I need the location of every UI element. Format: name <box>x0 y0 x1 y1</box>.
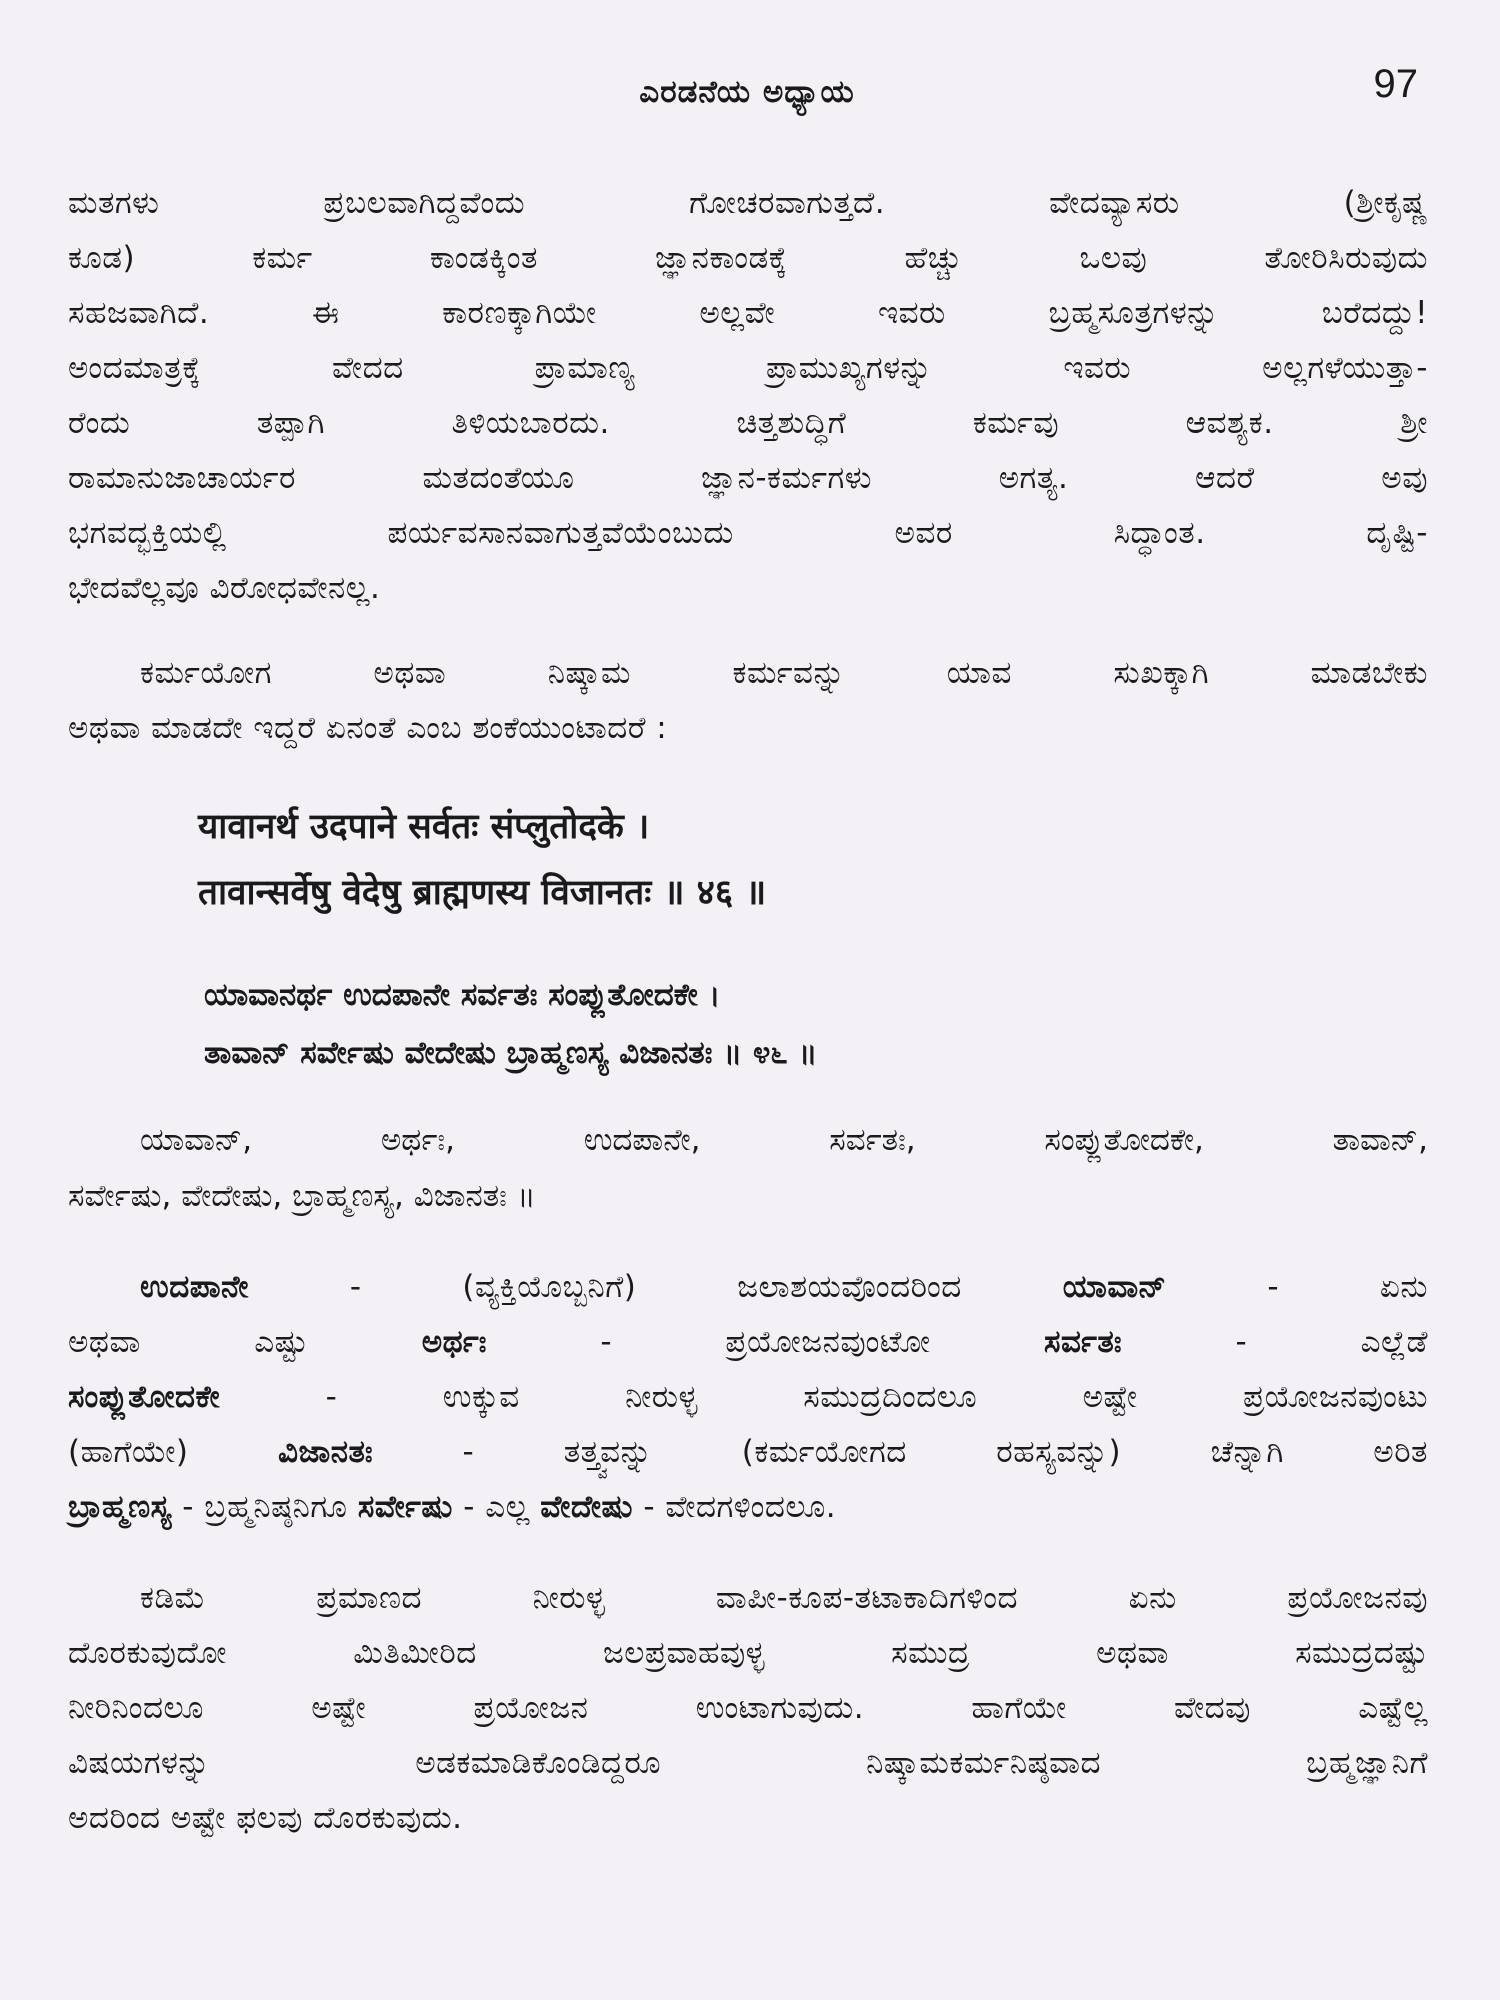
text-line: ಅಥವಾ ಮಾಡದೇ ಇದ್ದರೆ ಏನಂತೆ ಎಂಬ ಶಂಕೆಯುಂಟಾದರೆ : <box>68 710 668 746</box>
text-line: ರೆಂದು ತಪ್ಪಾಗಿ ತಿಳಿಯಬಾರದು. ಚಿತ್ತಶುದ್ಧಿಗೆ ಕರ್ಮವು ಆವಶ್ಯಕ. ಶ್ರೀ <box>68 405 1428 441</box>
meaning-term: ವೇದೇಷು <box>540 1489 633 1525</box>
text-line <box>68 1260 1428 1315</box>
text-line <box>68 1315 1428 1370</box>
text-line <box>68 1480 1428 1535</box>
meaning-text: - ಉಕ್ಕುವ ನೀರುಳ್ಳ ಸಮುದ್ರದಿಂದಲೂ ಅಷ್ಟೇ ಪ್ರಯೋಜನವುಂಟು <box>220 1379 1428 1415</box>
meaning-text: - ವೇದಗಳಿಂದಲೂ. <box>632 1489 837 1525</box>
text-line: ಅಂದಮಾತ್ರಕ್ಕೆ ವೇದದ ಪ್ರಾಮಾಣ್ಯ ಪ್ರಾಮುಖ್ಯಗಳನ್ನು ಇವರು ಅಲ್ಲಗಳೆಯುತ್ತಾ- <box>68 350 1428 386</box>
meaning-term: ಸಂಪ್ಲುತೋದಕೇ <box>68 1379 221 1415</box>
text-line: ಅದರಿಂದ ಅಷ್ಟೇ ಫಲವು ದೊರಕುವುದು. <box>68 1800 463 1836</box>
meaning-text: - ಎಲ್ಲೆಡೆ <box>1122 1324 1428 1360</box>
meaning-term: ಅರ್ಥಃ <box>421 1324 487 1360</box>
text-line: ಭೇದವೆಲ್ಲವೂ ವಿರೋಧವೇನಲ್ಲ. <box>68 570 381 606</box>
text-line: ಸರ್ವೇಷು, ವೇದೇಷು, ಬ್ರಾಹ್ಮಣಸ್ಯ, ವಿಜಾನತಃ ॥ <box>68 1178 536 1214</box>
text-line: ದೊರಕುವುದೋ ಮಿತಿಮೀರಿದ ಜಲಪ್ರವಾಹವುಳ್ಳ ಸಮುದ್ರ ಅಥವಾ ಸಮುದ್ರದಷ್ಟು <box>68 1635 1428 1671</box>
meaning-term: ಯಾವಾನ್ <box>1062 1269 1167 1305</box>
text-line: ರಾಮಾನುಜಾಚಾರ್ಯರ ಮತದಂತೆಯೂ ಜ್ಞಾನ-ಕರ್ಮಗಳು ಅಗತ್ಯ. ಆದರೆ ಅವು <box>68 460 1428 496</box>
text-line: ಕೂಡ) ಕರ್ಮ ಕಾಂಡಕ್ಕಿಂತ ಜ್ಞಾನಕಾಂಡಕ್ಕೆ ಹೆಚ್ಚು ಒಲವು ತೋರಿಸಿರುವುದು <box>68 240 1428 276</box>
text-line: ಮತಗಳು ಪ್ರಬಲವಾಗಿದ್ದವೆಂದು ಗೋಚರವಾಗುತ್ತದೆ. ವೇದವ್ಯಾಸರು (ಶ್ರೀಕೃಷ್ಣ <box>68 185 1428 221</box>
page-number: 97 <box>1373 62 1418 106</box>
text-line: ವಿಷಯಗಳನ್ನು ಅಡಕಮಾಡಿಕೊಂಡಿದ್ದರೂ ನಿಷ್ಕಾಮಕರ್ಮನಿಷ್ಠವಾದ ಬ್ರಹ್ಮಜ್ಞಾನಿಗೆ <box>68 1745 1428 1781</box>
text-line: ನೀರಿನಿಂದಲೂ ಅಷ್ಟೇ ಪ್ರಯೋಜನ ಉಂಟಾಗುವುದು. ಹಾಗೆಯೇ ವೇದವು ಎಷ್ಟೆಲ್ಲ <box>68 1690 1428 1726</box>
meaning-text: - (ವ್ಯಕ್ತಿಯೊಬ್ಬನಿಗೆ) ಜಲಾಶಯವೊಂದರಿಂದ <box>248 1269 1063 1305</box>
shloka-line: तावान्सर्वेषु वेदेषु ब्राह्मणस्य विजानतः ॥ ४६ ॥ <box>198 872 767 913</box>
text-line: ಸಹಜವಾಗಿದೆ. ಈ ಕಾರಣಕ್ಕಾಗಿಯೇ ಅಲ್ಲವೇ ಇವರು ಬ್ರಹ್ಮಸೂತ್ರಗಳನ್ನು ಬರೆದದ್ದು! <box>68 295 1428 331</box>
meaning-text: - ಎಲ್ಲ <box>452 1489 541 1525</box>
word-meanings <box>68 1260 1428 1535</box>
page-content <box>68 176 1428 1846</box>
meaning-term: ಬ್ರಾಹ್ಮಣಸ್ಯ <box>68 1489 172 1525</box>
text-line <box>68 1425 1428 1480</box>
running-head: ಎರಡನೆಯ ಅಧ್ಯಾಯ <box>639 74 855 110</box>
shloka-line: ತಾವಾನ್ ಸರ್ವೇಷು ವೇದೇಷು ಬ್ರಾಹ್ಮಣಸ್ಯ ವಿಜಾನತಃ ॥ ೪೬ ॥ <box>204 1035 818 1071</box>
shloka-kannada <box>68 966 1428 1082</box>
text-line: ಯಾವಾನ್, ಅರ್ಥಃ, ಉದಪಾನೇ, ಸರ್ವತಃ, ಸಂಪ್ಲುತೋದಕೇ, ತಾವಾನ್, <box>140 1122 1428 1158</box>
shloka-line: ಯಾವಾನರ್ಥ ಉದಪಾನೇ ಸರ್ವತಃ ಸಂಪ್ಲುತೋದಕೇ । <box>204 977 721 1013</box>
meaning-term: ಸರ್ವೇಷು <box>357 1489 453 1525</box>
meaning-text: (ಹಾಗೆಯೇ) <box>68 1434 278 1470</box>
meaning-text: - ಪ್ರಯೋಜನವುಂಟೋ <box>486 1324 1044 1360</box>
text-line: ಕಡಿಮೆ ಪ್ರಮಾಣದ ನೀರುಳ್ಳ ವಾಪೀ-ಕೂಪ-ತಟಾಕಾದಿಗಳಿಂದ ಏನು ಪ್ರಯೋಜನವು <box>140 1580 1428 1616</box>
page-header <box>68 62 1426 122</box>
meaning-term: ವಿಜಾನತಃ <box>277 1434 374 1470</box>
text-line: ಭಗವದ್ಭಕ್ತಿಯಲ್ಲಿ ಪರ್ಯವಸಾನವಾಗುತ್ತವೆಯೆಂಬುದು ಅವರ ಸಿದ್ಧಾಂತ. ದೃಷ್ಟಿ- <box>68 515 1428 551</box>
shloka-devanagari <box>68 794 1428 926</box>
text-line: ಕರ್ಮಯೋಗ ಅಥವಾ ನಿಷ್ಕಾಮ ಕರ್ಮವನ್ನು ಯಾವ ಸುಖಕ್ಕಾಗಿ ಮಾಡಬೇಕು <box>140 655 1428 691</box>
text-line <box>68 1370 1428 1425</box>
paragraph-commentary-2 <box>68 1571 1428 1846</box>
paragraph-question <box>68 646 1428 756</box>
shloka-line: यावानर्थ उदपाने सर्वतः संप्लुतोदके । <box>198 806 650 847</box>
meaning-term: ಸರ್ವತಃ <box>1043 1324 1123 1360</box>
meaning-text: - ಏನು <box>1166 1269 1428 1305</box>
meaning-text: - ತತ್ತ್ವವನ್ನು (ಕರ್ಮಯೋಗದ ರಹಸ್ಯವನ್ನು) ಚೆನ್ನಾಗಿ ಅರಿತ <box>373 1434 1428 1470</box>
word-split <box>68 1112 1428 1224</box>
meaning-term: ಉದಪಾನೇ <box>140 1269 249 1305</box>
meaning-text: - ಬ್ರಹ್ಮನಿಷ್ಠನಿಗೂ <box>171 1489 358 1525</box>
meaning-text: ಅಥವಾ ಎಷ್ಟು <box>68 1324 422 1360</box>
paragraph-commentary-1 <box>68 176 1428 616</box>
